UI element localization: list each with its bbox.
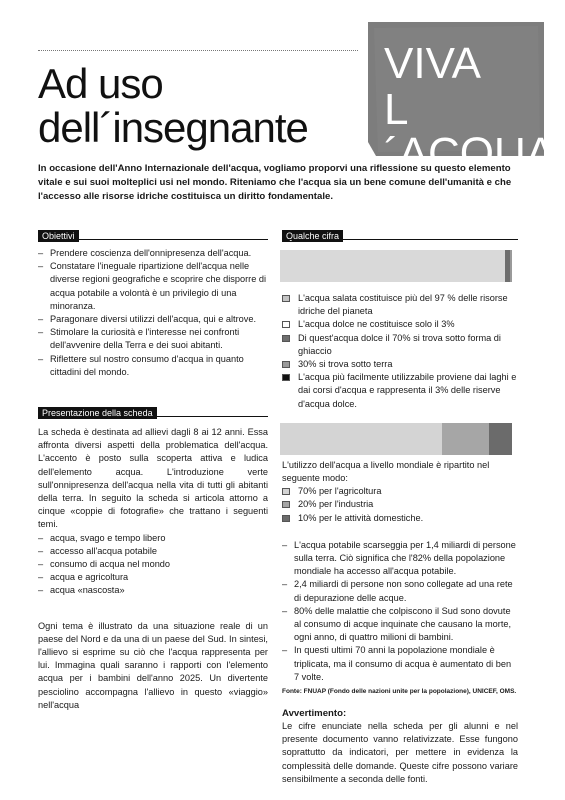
- legend-item: [282, 292, 518, 318]
- utilizzo-intro: L'utilizzo dell'acqua a livello mondiale è ripartito nel seguente modo:: [282, 459, 490, 484]
- source-note: Fonte: FNUAP (Fondo delle nazioni unite per la popolazione), UNICEF, OMS.: [282, 688, 517, 696]
- avvertimento-text: Le cifre enunciate nella scheda per gli alunni e nel presente documento vanno relativizzate. Esse fungono soprattutto da indicatori, per mettere in evidenza la complessità delle domande. Queste cifre possono variare sensibilmente a seconda delle fonti.: [282, 721, 518, 784]
- obiettivo-item: – Prendere coscienza dell'onnipresenza dell'acqua.: [38, 247, 268, 260]
- legend-swatch: [282, 321, 290, 328]
- presentazione-paragraph-2: Ogni tema è illustrato da una situazione reale di un paese del Nord e da una di un paese del Sud. In sintesi, l'allievo si esprime su ciò che l'acqua rappresenta per lui. Immagina quali saranno i rapporti con l'elemento acqua per i bambini dell'anno 2025. Un divertente pesciolino accompagna l'allievo in questo «viaggio» nell'acqua: [38, 620, 268, 710]
- obiettivo-item: – Riflettere sul nostro consumo d'acqua in quanto cittadini del mondo.: [38, 353, 268, 379]
- topic-item: – acqua e agricoltura: [38, 571, 268, 584]
- legend-text: L'acqua dolce ne costituisce solo il 3%: [298, 319, 455, 330]
- banner-line-2: L´ACQUA: [384, 85, 556, 178]
- topic-item: – accesso all'acqua potabile: [38, 545, 268, 558]
- legend-item: [282, 332, 518, 358]
- topic-item: – consumo di acqua nel mondo: [38, 558, 268, 571]
- topic-item: – acqua «nascosta»: [38, 584, 268, 597]
- avvertimento-title: Avvertimento:: [282, 708, 347, 720]
- legend-text: 70% per l'agricoltura: [298, 486, 382, 497]
- obiettivo-item: – Stimolare la curiosità e l'interesse nei confronti dell'avvenire della Terra e dei suoi abitanti.: [38, 326, 268, 352]
- legend-item: [282, 512, 518, 525]
- page-title-line-2: dell´insegnante: [38, 104, 308, 151]
- legend-text: 30% si trova sotto terra: [298, 359, 393, 370]
- legend-text: L'acqua più facilmente utilizzabile proviene dai laghi e dai corsi d'acqua e rappresenta il 3% delle riserve d'acqua dolce.: [298, 372, 517, 409]
- legend-swatch: [282, 335, 290, 342]
- page-title-line-1: Ad uso: [38, 60, 163, 107]
- right-column: [282, 226, 518, 786]
- obiettivo-item: – Constatare l'ineguale ripartizione dell'acqua nelle diverse regioni geografiche e scoprire che disporre di acqua potabile a volontà è un privilegio di una minoranza.: [38, 260, 268, 313]
- obiettivo-item: – Paragonare diversi utilizzi dell'acqua, qui e altrove.: [38, 313, 268, 326]
- legend-item: [282, 358, 518, 371]
- intro-paragraph: In occasione dell'Anno Internazionale dell'acqua, vogliamo proporvi una riflessione su questo elemento vitale e sui suoi molteplici usi nel mondo. Riteniamo che l'acqua sia un bene comune dell'umanità e che l'accesso alle risorse idriche costituisca un diritto fondamentale.: [38, 163, 512, 202]
- bar-segment-agricoltura: [280, 423, 442, 455]
- legend-swatch: [282, 515, 290, 522]
- risorse-legend: [282, 292, 518, 411]
- left-column: [38, 226, 268, 712]
- legend-swatch: [282, 361, 290, 368]
- page-title: [38, 62, 308, 150]
- fact-item: – In questi ultimi 70 anni la popolazione mondiale è triplicata, ma il consumo di acqua è aumentato di ben 7 volte.: [282, 644, 518, 684]
- legend-text: 10% per le attività domestiche.: [298, 512, 424, 523]
- presentazione-paragraph-1: La scheda è destinata ad allievi dagli 8 ai 12 anni. Essa affronta diversi aspetti della problematica dell'acqua. L'accento è posto sulla scoperta attiva e ludica dell'elemento acqua. L'introduzione verte sull'onnipresenza dell'acqua nella vita di tutti gli abitanti della terra. In seguito la scheda si articola attorno a cinque «coppie di fotografie» che trattano i seguenti temi.: [38, 427, 268, 530]
- fact-item: – 80% delle malattie che colpiscono il Sud sono dovute al consumo di acque inquinate che causano la morte, ogni anno, di quattro milioni di bambini.: [282, 605, 518, 645]
- topic-item: – acqua, svago e tempo libero: [38, 532, 268, 545]
- obiettivi-heading: Obiettivi: [38, 230, 79, 242]
- fact-item: – L'acqua potabile scarseggia per 1,4 miliardi di persone sulla terra. Ciò significa che l'82% della popolazione mondiale ha accesso all'acqua potabile.: [282, 539, 518, 579]
- cifre-heading: Qualche cifra: [282, 230, 343, 242]
- legend-item: [282, 318, 518, 331]
- presentazione-heading: Presentazione della scheda: [38, 407, 157, 419]
- risorse-idriche-bar: [280, 250, 512, 282]
- legend-text: 20% per l'industria: [298, 499, 374, 510]
- facts-list: [282, 539, 518, 684]
- fact-item: – 2,4 miliardi di persone non sono collegate ad una rete di depurazione delle acque.: [282, 578, 518, 604]
- obiettivi-rule: [38, 239, 268, 240]
- obiettivi-list: [38, 247, 268, 379]
- legend-swatch: [282, 374, 290, 381]
- bar-segment-acqua-salata: [280, 250, 505, 282]
- banner-line-1: VIVA: [384, 39, 482, 88]
- bar-segment-sotto-terra: [510, 250, 512, 282]
- cifre-rule: [282, 239, 518, 240]
- presentazione-rule: [38, 416, 268, 417]
- topics-list: [38, 532, 268, 598]
- legend-swatch: [282, 501, 290, 508]
- legend-text: Di quest'acqua dolce il 70% si trova sotto forma di ghiaccio: [298, 332, 501, 356]
- legend-text: L'acqua salata costituisce più del 97 % delle risorse idriche del pianeta: [298, 293, 508, 317]
- bar-segment-industria: [442, 423, 488, 455]
- legend-swatch: [282, 488, 290, 495]
- legend-item: [282, 371, 518, 411]
- legend-item: [282, 485, 518, 498]
- top-dotted-rule: [38, 50, 358, 51]
- legend-item: [282, 498, 518, 511]
- viva-acqua-banner: [368, 22, 556, 178]
- utilizzo-legend: [282, 485, 518, 525]
- bar-segment-domestico: [489, 423, 512, 455]
- utilizzo-acqua-bar: [280, 423, 512, 455]
- legend-swatch: [282, 295, 290, 302]
